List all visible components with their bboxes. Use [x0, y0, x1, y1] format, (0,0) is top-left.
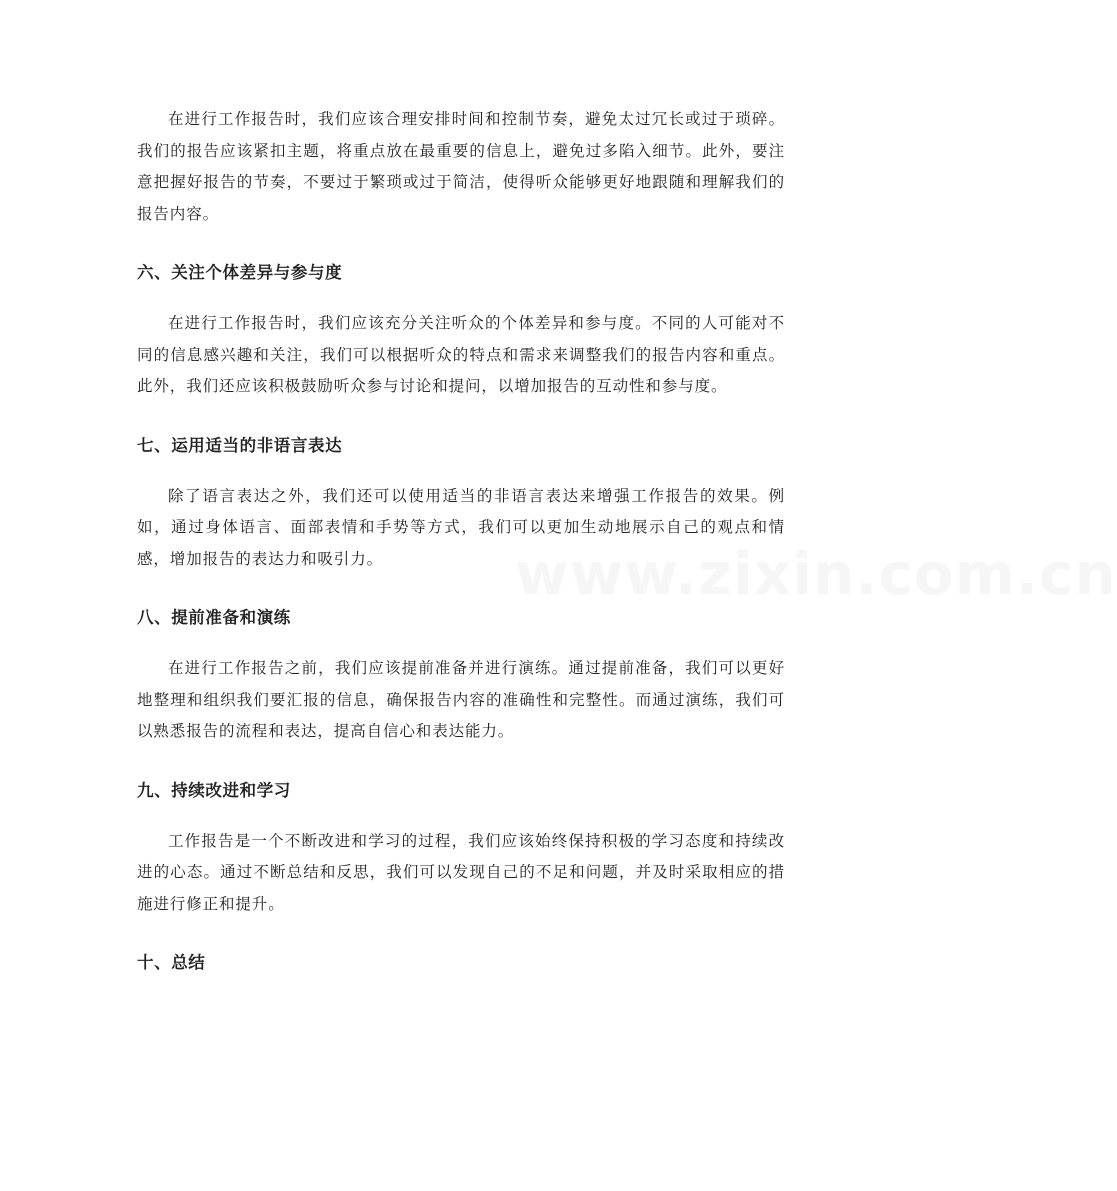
section-paragraph-8: 在进行工作报告之前，我们应该提前准备并进行演练。通过提前准备，我们可以更好地整理和组织我们要汇报的信息，确保报告内容的准确性和完整性。而通过演练，我们可以熟悉报告的流程和表达，提高自信心和表达能力。: [137, 659, 785, 740]
section-heading-9: 九、持续改进和学习: [137, 780, 291, 800]
section-paragraph-6: 在进行工作报告时，我们应该充分关注听众的个体差异和参与度。不同的人可能对不同的信息感兴趣和关注，我们可以根据听众的特点和需求来调整我们的报告内容和重点。此外，我们还应该积极鼓励听众参与讨论和提问，以增加报告的互动性和参与度。: [137, 314, 785, 395]
section-heading-10: 十、总结: [137, 953, 206, 972]
spacer: [137, 288, 785, 308]
watermark-text: www.zixin.com.cn: [515, 540, 1117, 608]
spacer: [137, 461, 785, 481]
section-paragraph-7: 除了语言表达之外，我们还可以使用适当的非语言表达来增强工作报告的效果。例如，通过身体语言、面部表情和手势等方式，我们可以更加生动地展示自己的观点和情感，增加报告的表达力和吸引力。: [137, 486, 785, 568]
document-body: [137, 104, 785, 978]
section-heading-7: 七、运用适当的非语言表达: [137, 435, 343, 455]
spacer: [137, 920, 785, 948]
spacer: [137, 806, 785, 826]
spacer: [137, 403, 785, 431]
spacer: [137, 748, 785, 776]
section-heading-8: 八、提前准备和演练: [137, 608, 291, 627]
intro-paragraph: 在进行工作报告时，我们应该合理安排时间和控制节奏，避免太过冗长或过于琐碎。我们的报告应该紧扣主题，将重点放在最重要的信息上，避免过多陷入细节。此外，要注意把握好报告的节奏，不要过于繁琐或过于简洁，使得听众能够更好地跟随和理解我们的报告内容。: [137, 110, 785, 223]
section-heading-6: 六、关注个体差异与参与度: [137, 263, 343, 282]
spacer: [137, 230, 785, 258]
spacer: [137, 633, 785, 653]
spacer: [137, 575, 785, 603]
section-paragraph-9: 工作报告是一个不断改进和学习的过程，我们应该始终保持积极的学习态度和持续改进的心态。通过不断总结和反思，我们可以发现自己的不足和问题，并及时采取相应的措施进行修正和提升。: [137, 831, 785, 913]
